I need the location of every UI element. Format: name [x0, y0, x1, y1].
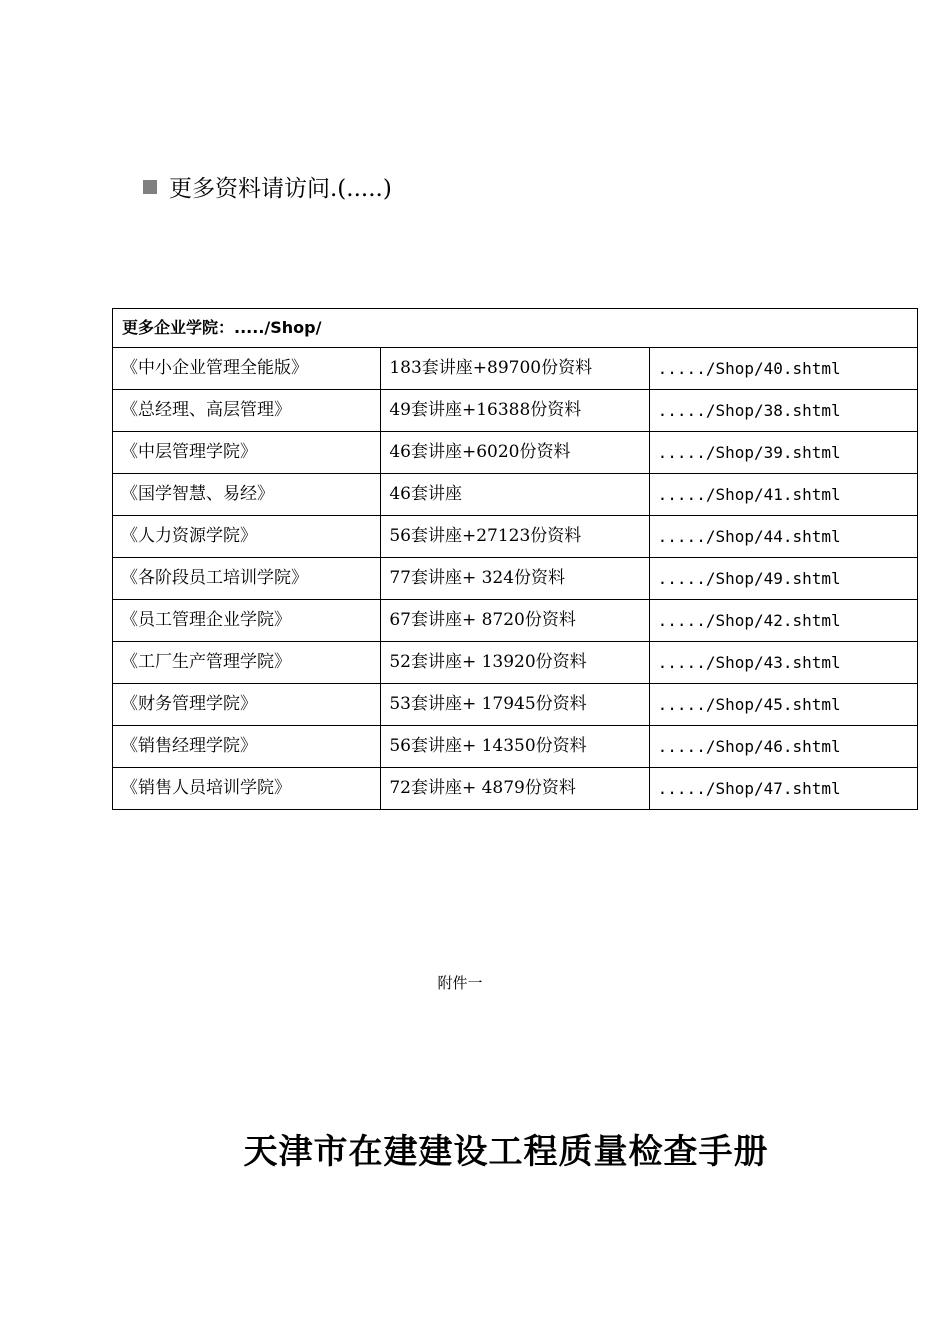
course-name: 《国学智慧、易经》 — [113, 474, 381, 516]
table-row — [113, 474, 918, 516]
course-link[interactable]: ...../Shop/38.shtml — [649, 390, 917, 432]
table-row — [113, 684, 918, 726]
course-content: 46套讲座 — [381, 474, 649, 516]
course-link[interactable]: ...../Shop/42.shtml — [649, 600, 917, 642]
course-name: 《财务管理学院》 — [113, 684, 381, 726]
course-link[interactable]: ...../Shop/44.shtml — [649, 516, 917, 558]
course-link[interactable]: ...../Shop/45.shtml — [649, 684, 917, 726]
attachment-label: 附件一 — [437, 974, 483, 992]
table-row — [113, 516, 918, 558]
table-row — [113, 768, 918, 810]
course-content: 49套讲座+16388份资料 — [381, 390, 649, 432]
course-link[interactable]: ...../Shop/46.shtml — [649, 726, 917, 768]
course-content: 77套讲座+ 324份资料 — [381, 558, 649, 600]
course-link[interactable]: ...../Shop/47.shtml — [649, 768, 917, 810]
table-row — [113, 348, 918, 390]
course-name: 《总经理、高层管理》 — [113, 390, 381, 432]
course-content: 183套讲座+89700份资料 — [381, 348, 649, 390]
catalog-header: 更多企业学院：...../Shop/ — [113, 309, 918, 348]
table-row — [113, 432, 918, 474]
course-link[interactable]: ...../Shop/41.shtml — [649, 474, 917, 516]
course-name: 《销售经理学院》 — [113, 726, 381, 768]
course-content: 53套讲座+ 17945份资料 — [381, 684, 649, 726]
catalog-table — [112, 308, 918, 810]
table-row — [113, 558, 918, 600]
table-row — [113, 726, 918, 768]
course-link[interactable]: ...../Shop/39.shtml — [649, 432, 917, 474]
course-link[interactable]: ...../Shop/40.shtml — [649, 348, 917, 390]
course-name: 《中小企业管理全能版》 — [113, 348, 381, 390]
course-link[interactable]: ...../Shop/49.shtml — [649, 558, 917, 600]
course-name: 《销售人员培训学院》 — [113, 768, 381, 810]
table-row — [113, 642, 918, 684]
document-title: 天津市在建建设工程质量检查手册 — [243, 1132, 769, 1172]
table-row — [113, 600, 918, 642]
course-name: 《人力资源学院》 — [113, 516, 381, 558]
notice-text: 更多资料请访问.(.....) — [169, 176, 392, 202]
course-name: 《各阶段员工培训学院》 — [113, 558, 381, 600]
course-link[interactable]: ...../Shop/43.shtml — [649, 642, 917, 684]
course-content: 67套讲座+ 8720份资料 — [381, 600, 649, 642]
course-name: 《中层管理学院》 — [113, 432, 381, 474]
course-content: 56套讲座+27123份资料 — [381, 516, 649, 558]
course-name: 《员工管理企业学院》 — [113, 600, 381, 642]
bullet-square-icon — [143, 180, 157, 194]
table-row — [113, 390, 918, 432]
course-name: 《工厂生产管理学院》 — [113, 642, 381, 684]
course-content: 56套讲座+ 14350份资料 — [381, 726, 649, 768]
course-content: 46套讲座+6020份资料 — [381, 432, 649, 474]
notice-line — [143, 170, 392, 203]
course-content: 72套讲座+ 4879份资料 — [381, 768, 649, 810]
course-content: 52套讲座+ 13920份资料 — [381, 642, 649, 684]
